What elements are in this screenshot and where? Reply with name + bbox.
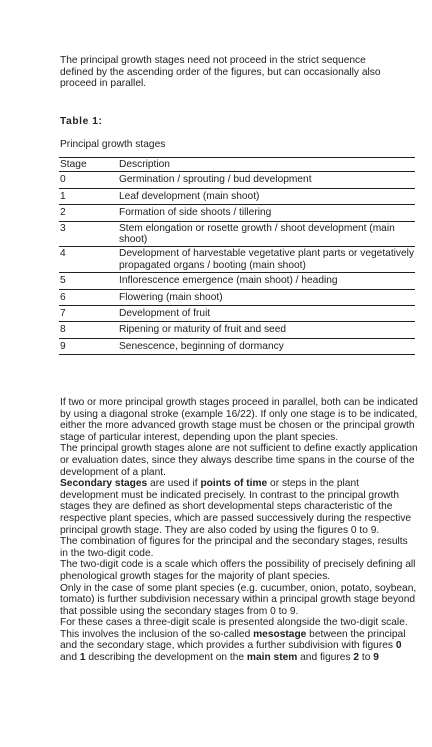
bold-term: 9 <box>373 652 379 664</box>
table-row <box>59 188 415 204</box>
bold-term: points of time <box>200 478 268 490</box>
stage-cell: 1 <box>59 188 119 204</box>
description-cell: Senescence, beginning of dormancy <box>119 338 415 354</box>
paragraph-principal-not-sufficient: The principal growth stages alone are not sufficient to define exactly application or evaluation dates, since they always describe time spans in the course of the development of a plant. <box>60 443 418 478</box>
description-cell: Development of fruit <box>119 306 415 322</box>
text-run: are used if <box>147 478 201 490</box>
table-row <box>59 289 415 305</box>
description-cell: Stem elongation or rosette growth / shoot development (main shoot) <box>119 221 415 247</box>
growth-stages-table <box>59 157 415 355</box>
table-heading: Table 1: <box>60 116 103 127</box>
paragraph-three-digit-scale <box>60 617 418 663</box>
column-header-description: Description <box>119 158 415 172</box>
description-cell: Leaf development (main shoot) <box>119 188 415 204</box>
table-caption: Principal growth stages <box>60 139 166 150</box>
table-row <box>59 205 415 221</box>
text-run: and <box>60 652 80 664</box>
stage-cell: 5 <box>59 273 119 289</box>
paragraph-secondary-stages <box>60 478 418 536</box>
text-run: between the principal and the secondary stage, which provides a further subdivision with figures <box>60 628 406 652</box>
description-cell: Ripening or maturity of fruit and seed <box>119 322 415 338</box>
table-row <box>59 306 415 322</box>
bold-term: 0 <box>395 640 402 652</box>
description-cell: Formation of side shoots / tillering <box>119 205 415 221</box>
body-text <box>60 397 418 664</box>
stage-cell: 7 <box>59 306 119 322</box>
table-row <box>59 172 415 188</box>
stage-cell: 2 <box>59 205 119 221</box>
stage-cell: 0 <box>59 172 119 188</box>
stage-cell: 9 <box>59 338 119 354</box>
description-cell: Development of harvestable vegetative plant parts or vegetatively propagated organs / booting (main shoot) <box>119 248 415 271</box>
description-cell: Inflorescence emergence (main shoot) / heading <box>119 273 415 289</box>
description-cell: Germination / sprouting / bud development <box>119 172 415 188</box>
bold-term: 1 <box>79 652 86 664</box>
paragraph-further-subdivision: Only in the case of some plant species (e.g. cucumber, onion, potato, soybean, tomato) is further subdivision necessary within a principal growth stage beyond that possible using the secondary stages from 0 to 9. <box>60 582 417 617</box>
text-run: to <box>359 652 374 664</box>
table-row <box>59 247 415 273</box>
stage-cell: 3 <box>59 221 119 247</box>
bold-term: Secondary stages <box>60 478 148 490</box>
stage-cell: 6 <box>59 289 119 305</box>
paragraph-two-digit-code: The combination of figures for the principal and the secondary stages, results in the two-digit code. <box>60 536 408 559</box>
stage-cell: 8 <box>59 322 119 338</box>
paragraph-parallel-stages: If two or more principal growth stages proceed in parallel, both can be indicated by using a diagonal stroke (example 16/22). If only one stage is to be indicated, either the more advanced growth stage must be chosen or the principal growth stage of particular interest, depending upon the plant species. <box>60 397 418 443</box>
table-row <box>59 273 415 289</box>
bold-term: 2 <box>353 652 360 664</box>
paragraph-two-digit-scale: The two-digit code is a scale which offers the possibility of precisely defining all phenological growth stages for the majority of plant species. <box>60 559 416 582</box>
text-run: describing the development on the <box>85 652 247 664</box>
table-row <box>59 338 415 354</box>
text-run: and figures <box>297 652 354 664</box>
table-header-row <box>59 158 415 172</box>
text-run: For these cases a three-digit scale is presented alongside the two-digit scale. This involves the inclusion of the so-called <box>60 617 408 640</box>
table-row <box>59 221 415 247</box>
table-row <box>59 322 415 338</box>
intro-paragraph: The principal growth stages need not proceed in the strict sequence defined by the ascending order of the figures, but can occasionally also proceed in parallel. <box>60 55 381 90</box>
column-header-stage: Stage <box>59 158 119 172</box>
description-cell: Flowering (main shoot) <box>119 289 415 305</box>
stage-cell: 4 <box>59 247 119 273</box>
bold-term: mesostage <box>253 628 307 640</box>
text-run: or steps in the plant development must be indicated precisely. In contrast to the principal growth stages they are defined as short developmental steps characteristic of the respective plant species, which are passed successively during the respective principal growth stage. They are also coded by using the figures 0 to 9. <box>60 478 412 536</box>
bold-term: main stem <box>246 652 298 664</box>
